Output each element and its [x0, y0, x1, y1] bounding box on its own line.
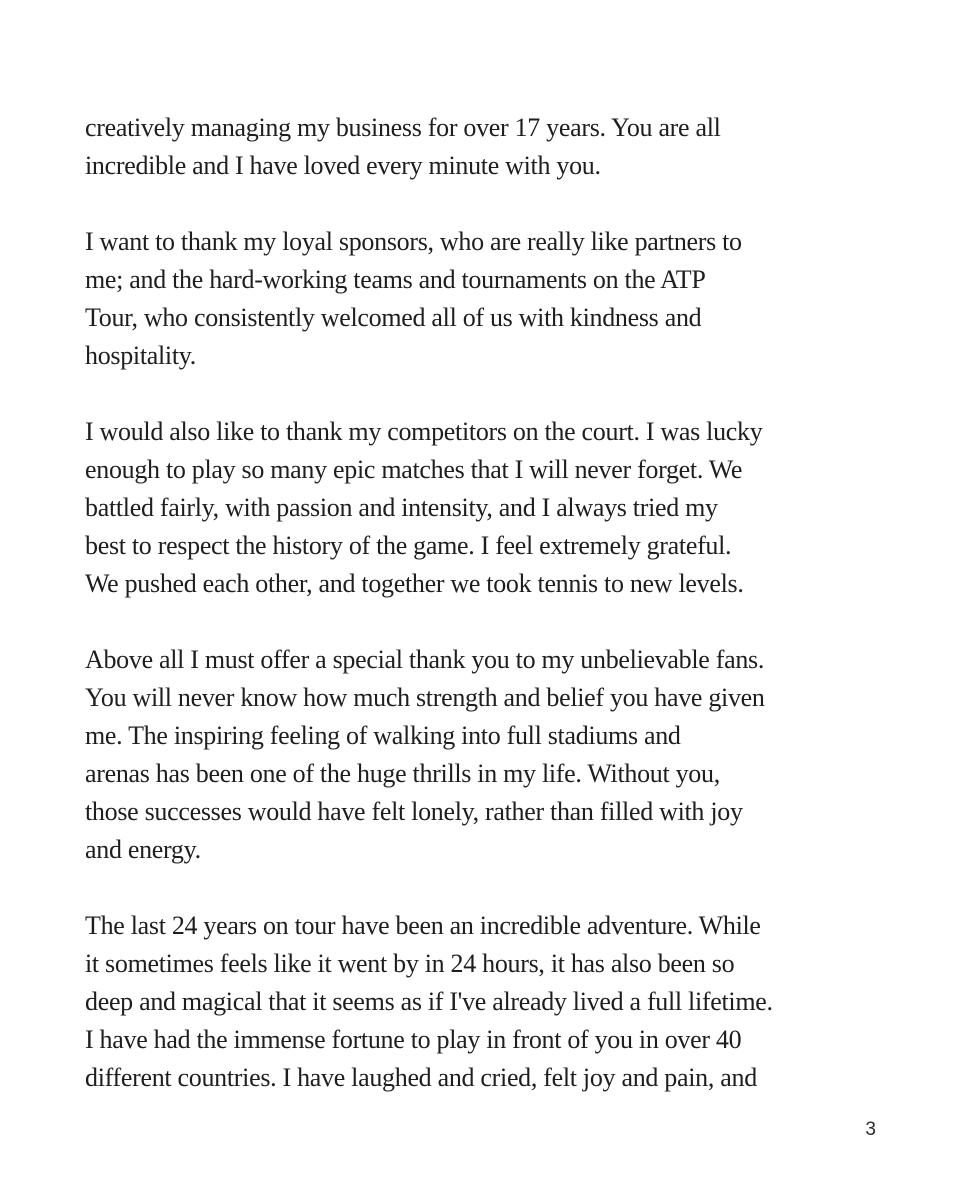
text-line: deep and magical that it seems as if I've already lived a full lifetime.: [85, 987, 773, 1016]
text-line: best to respect the history of the game. I feel extremely grateful.: [85, 531, 732, 560]
text-line: The last 24 years on tour have been an incredible adventure. While: [85, 911, 761, 940]
text-line: You will never know how much strength and belief you have given: [85, 683, 765, 712]
text-line: arenas has been one of the huge thrills in my life. Without you,: [85, 759, 720, 788]
text-line: I would also like to thank my competitors on the court. I was lucky: [85, 417, 763, 446]
text-line: hospitality.: [85, 341, 196, 370]
text-line: We pushed each other, and together we took tennis to new levels.: [85, 569, 744, 598]
text-line: me. The inspiring feeling of walking into full stadiums and: [85, 721, 681, 750]
text-line: those successes would have felt lonely, rather than filled with joy: [85, 797, 743, 826]
paragraph-thanks-fans: [85, 641, 885, 869]
text-line: and energy.: [85, 835, 201, 864]
paragraph-thanks-competitors: [85, 413, 885, 603]
text-line: I have had the immense fortune to play in front of you in over 40: [85, 1025, 742, 1054]
text-line: Above all I must offer a special thank you to my unbelievable fans.: [85, 645, 765, 674]
text-line: I want to thank my loyal sponsors, who are really like partners to: [85, 227, 742, 256]
text-line: incredible and I have loved every minute with you.: [85, 151, 601, 180]
text-line: me; and the hard-working teams and tournaments on the ATP: [85, 265, 706, 294]
paragraph-thanks-sponsors: [85, 223, 885, 375]
letter-body: [85, 109, 885, 1097]
text-line: it sometimes feels like it went by in 24 hours, it has also been so: [85, 949, 735, 978]
text-line: enough to play so many epic matches that I will never forget. We: [85, 455, 743, 484]
paragraph-thanks-team: [85, 109, 885, 185]
text-line: different countries. I have laughed and cried, felt joy and pain, and: [85, 1063, 757, 1092]
text-line: battled fairly, with passion and intensity, and I always tried my: [85, 493, 718, 522]
text-line: Tour, who consistently welcomed all of us with kindness and: [85, 303, 702, 332]
page-number: 3: [865, 1119, 876, 1140]
paragraph-last-24-years: [85, 907, 885, 1097]
text-line: creatively managing my business for over 17 years. You are all: [85, 113, 721, 142]
